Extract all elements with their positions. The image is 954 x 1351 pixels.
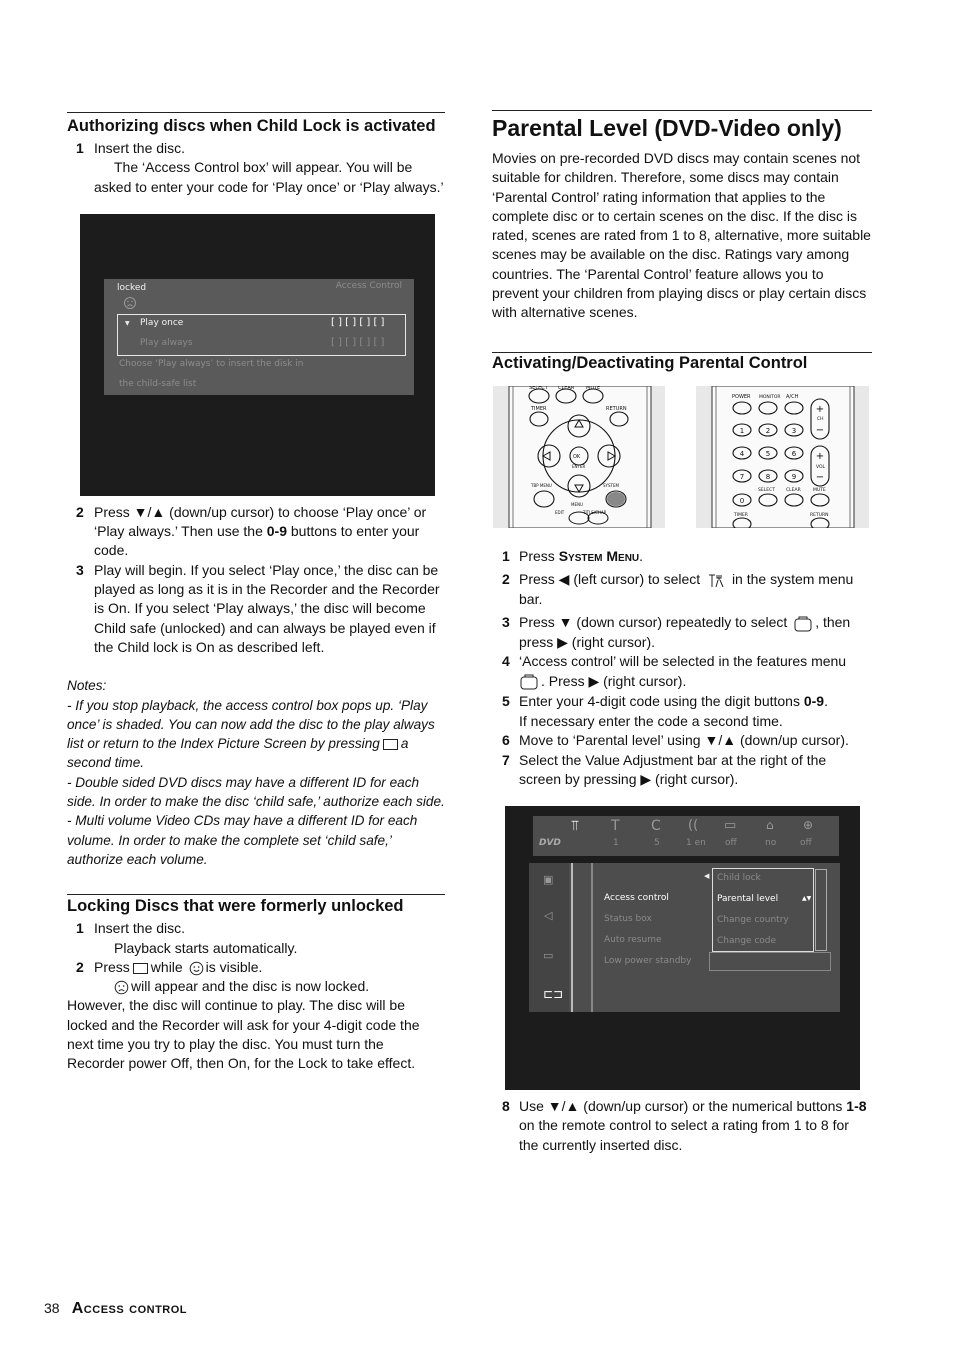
heading-locking: Locking Discs that were formerly unlocked: [67, 897, 404, 916]
notes-block: [67, 676, 445, 869]
notes-title: Notes:: [67, 678, 107, 694]
audio-icon[interactable]: ((: [688, 817, 699, 833]
play-once-option[interactable]: Play once: [140, 317, 184, 328]
disc-tray-icon: [519, 673, 539, 690]
remote-left-image: [493, 386, 665, 528]
bar-value-chapter: 5: [654, 837, 660, 848]
bar-value-angle: no: [765, 837, 777, 848]
parental-step-2: 2 Press ◀ (left cursor) to select in the system menu bar.: [502, 571, 854, 607]
features-divider: [571, 863, 573, 1012]
remote-digit-0: 0: [739, 496, 745, 505]
remote-digit-8: 8: [765, 472, 771, 481]
menu-item-status-box[interactable]: Status box: [604, 913, 652, 924]
auth-step-3: 3 Play will begin. If you select ‘Play once,’ the disc can be played as long as it is in the Recorder and the Recorder is On. If you select ‘Play always,’ the disc will become Child safe (unlocked) and can always be played even if the Child lock is On as described left.: [76, 561, 440, 655]
parental-step-3: 3 Press ▼ (down cursor) repeatedly to select , then press ▶ (right cursor).: [502, 614, 851, 650]
section-name: Access control: [71, 1300, 188, 1317]
selector-arrow-icon: ▼: [125, 319, 130, 327]
auth-step-2: 2 Press ▼/▲ (down/up cursor) to choose ‘Play once’ or ‘Play always.’ Then use the 0-9 buttons to enter your code.: [76, 503, 427, 559]
page-title: Parental Level (DVD-Video only): [492, 115, 842, 141]
auth-step-1: 1 Insert the disc.: [76, 140, 186, 156]
remote-digit-1: 1: [739, 426, 745, 435]
menu-item-access-control[interactable]: Access control: [604, 892, 669, 903]
auth-step-1-detail: The ‘Access Control box’ will appear. You will be asked to enter your code for ‘Play once’ or ‘Play always.’: [94, 159, 444, 195]
remote-digit-9: 9: [791, 472, 797, 481]
stop-button-icon: [133, 963, 148, 974]
remote-label-timer: TIMER: [734, 512, 748, 518]
remote-label-ok: OK: [573, 453, 581, 460]
play-always-code[interactable]: [ ] [ ] [ ] [ ]: [331, 336, 385, 348]
page-number: 38: [44, 1300, 60, 1316]
bar-value-title: 1: [613, 837, 619, 848]
intro-text: Movies on pre-recorded DVD discs may contain scenes not suitable for children. Therefore, some discs may contain ‘Parental Control’ rating information that applies to the complete disc or to certain scenes on the disc. If the disc is rated, scenes are rated from 1 to 8, alternative, more suitable scenes may be available on the disc. Ratings vary among countries. The ‘Parental Control’ feature allows you to prevent your children from playing discs or play certain discs with alternative scenes.: [492, 150, 871, 321]
locked-label: locked: [117, 282, 147, 293]
sad-face-icon: [114, 980, 129, 995]
remote-label-system: SYSTEM: [603, 482, 619, 488]
features-panel: [529, 863, 840, 1012]
system-menu-screen: [505, 806, 860, 1090]
remote-label-timer: TIMER: [531, 405, 547, 412]
page-footer: [44, 1300, 187, 1318]
note-2: - Double sided DVD discs may have a different ID for each side. In order to make the disc ‘child safe,’ authorize each side.: [67, 774, 445, 810]
bar-value-subtitle: off: [725, 837, 737, 848]
bar-value-zoom: off: [800, 837, 812, 848]
hint-line-2: the child-safe list: [119, 378, 197, 389]
note-3: - Multi volume Video CDs may have a different ID for each volume. In order to make the complete set ‘child safe,’ authorize each volume.: [67, 813, 418, 867]
hint-line-1: Choose ‘Play always’ to insert the disk in: [119, 358, 304, 369]
system-tools-icon[interactable]: ⫪: [571, 817, 579, 834]
parental-step-7: 7 Select the Value Adjustment bar at the right of the screen by pressing ▶ (right cursor).: [502, 751, 827, 788]
menu-item-low-power-standby[interactable]: Low power standby: [604, 955, 692, 966]
remote-digit-3: 3: [791, 426, 797, 435]
access-control-title: Access Control: [335, 280, 402, 291]
remote-label-vol: VOL: [816, 464, 826, 470]
remote-label-clear: CLEAR: [558, 385, 575, 391]
remote-digit-5: 5: [765, 449, 771, 458]
remote-label-tbp-menu: TBP MENU: [531, 482, 552, 488]
svg-text:+: +: [815, 450, 825, 462]
heading-authorizing: Authorizing discs when Child Lock is activated: [67, 117, 436, 135]
remote-label-clear: CLEAR: [786, 487, 801, 493]
subtitle-icon[interactable]: ▭: [724, 817, 737, 833]
remote-digit-6: 6: [791, 449, 797, 458]
value-adjustment-bar[interactable]: [815, 869, 827, 951]
remote-digit-4: 4: [739, 449, 745, 458]
play-once-code[interactable]: [ ] [ ] [ ] [ ]: [331, 316, 385, 328]
access-control-box: [104, 279, 414, 395]
parental-step-4: 4 ‘Access control’ will be selected in the features menu . Press ▶ (right cursor).: [502, 653, 847, 689]
remote-label-menu: MENU: [571, 501, 583, 507]
remote-right-image: [696, 386, 869, 528]
remote-digit-2: 2: [765, 426, 771, 435]
value-field: [709, 952, 831, 971]
right-column: [492, 110, 872, 1155]
access-control-screen: [80, 214, 435, 496]
submenu-child-lock[interactable]: Child lock: [717, 872, 761, 883]
remote-images: [492, 386, 872, 536]
remote-label-return: RETURN: [606, 405, 627, 412]
features-sidebar: [529, 863, 569, 1012]
language-icon[interactable]: ▭: [543, 948, 554, 962]
remote-label-title-chap: TITLE/CHAP: [583, 509, 607, 515]
remote-label-select: SELECT: [758, 487, 775, 493]
menu-item-auto-resume[interactable]: Auto resume: [604, 934, 662, 945]
note-1: - If you stop playback, the access control box pops up. ‘Play once’ is shaded. You can now add the disc to the play always list or return to the Index Picture Screen by pressing a second time.: [67, 697, 435, 771]
svg-text:−: −: [815, 424, 825, 436]
system-tools-icon: [706, 572, 726, 588]
camera-angle-icon[interactable]: ⌂: [766, 817, 774, 832]
bar-value-audio: 1 en: [686, 837, 706, 848]
submenu-change-country[interactable]: Change country: [717, 914, 789, 925]
play-always-option[interactable]: Play always: [140, 337, 193, 348]
system-menu-bar: [533, 816, 839, 856]
dvd-logo: DVD: [539, 837, 561, 848]
up-down-arrows-icon: ▲▼: [802, 894, 812, 902]
remote-label-edit: EDIT: [555, 509, 565, 515]
parental-step-1: 1 Press System Menu.: [502, 547, 644, 564]
lock-step-1: 1 Insert the disc.: [76, 920, 186, 937]
left-column: [67, 112, 445, 1074]
submenu-change-code[interactable]: Change code: [717, 935, 777, 946]
lock-step-1-detail: Playback starts automatically.: [114, 939, 298, 956]
features-line: [591, 863, 593, 1012]
access-tray-icon[interactable]: ⊏⊐: [543, 986, 564, 1001]
remote-label-enter: ENTER: [572, 463, 586, 469]
lock-step-2: 2 Press while is visible.: [76, 958, 263, 975]
happy-face-icon: [189, 961, 204, 976]
parental-step-6: 6 Move to ‘Parental level’ using ▼/▲ (down/up cursor).: [502, 732, 849, 749]
svg-text:−: −: [815, 471, 825, 483]
remote-label-return: RETURN: [810, 512, 829, 518]
chapter-icon[interactable]: C: [651, 817, 661, 834]
lock-step-2-detail: will appear and the disc is now locked.: [67, 977, 445, 996]
remote-label-ach: A/CH: [786, 393, 799, 400]
stop-button-icon: [383, 739, 398, 750]
svg-text:+: +: [815, 403, 825, 415]
disc-tray-icon: [793, 615, 813, 632]
zoom-icon[interactable]: ⊕: [803, 817, 814, 832]
parental-step-5: 5 Enter your 4-digit code using the digit buttons 0-9. If necessary enter the code a second time.: [502, 693, 828, 729]
remote-digit-7: 7: [739, 472, 745, 481]
submenu-frame: [712, 868, 814, 952]
remote-label-select: SELECT: [529, 385, 548, 391]
sad-face-icon: [123, 296, 137, 310]
speaker-icon[interactable]: ◁: [544, 908, 553, 922]
play-options-frame: [117, 314, 406, 356]
left-arrow-icon: ◀: [704, 871, 710, 880]
picture-icon[interactable]: ▣: [543, 872, 554, 886]
locking-closing-text: However, the disc will continue to play. The disc will be locked and the Recorder will ask for your 4-digit code the next time you try to play the disc. You must turn the Recorder power Off, then On, for the Lock to take effect.: [67, 997, 420, 1072]
title-icon[interactable]: T: [611, 817, 620, 834]
remote-label-mute: MUTE: [813, 487, 826, 493]
submenu-parental-level[interactable]: Parental level: [717, 893, 779, 904]
remote-label-ch: CH: [817, 416, 824, 422]
parental-step-8: 8 Use ▼/▲ (down/up cursor) or the numerical buttons 1-8 on the remote control to select a rating from 1 to 8 for the currently inserted disc.: [502, 1097, 867, 1153]
remote-label-power: POWER: [732, 393, 751, 400]
heading-activating: Activating/Deactivating Parental Control: [492, 353, 808, 372]
remote-label-mute: MUTE: [586, 385, 601, 391]
remote-label-monitor: MONITOR: [759, 394, 781, 400]
